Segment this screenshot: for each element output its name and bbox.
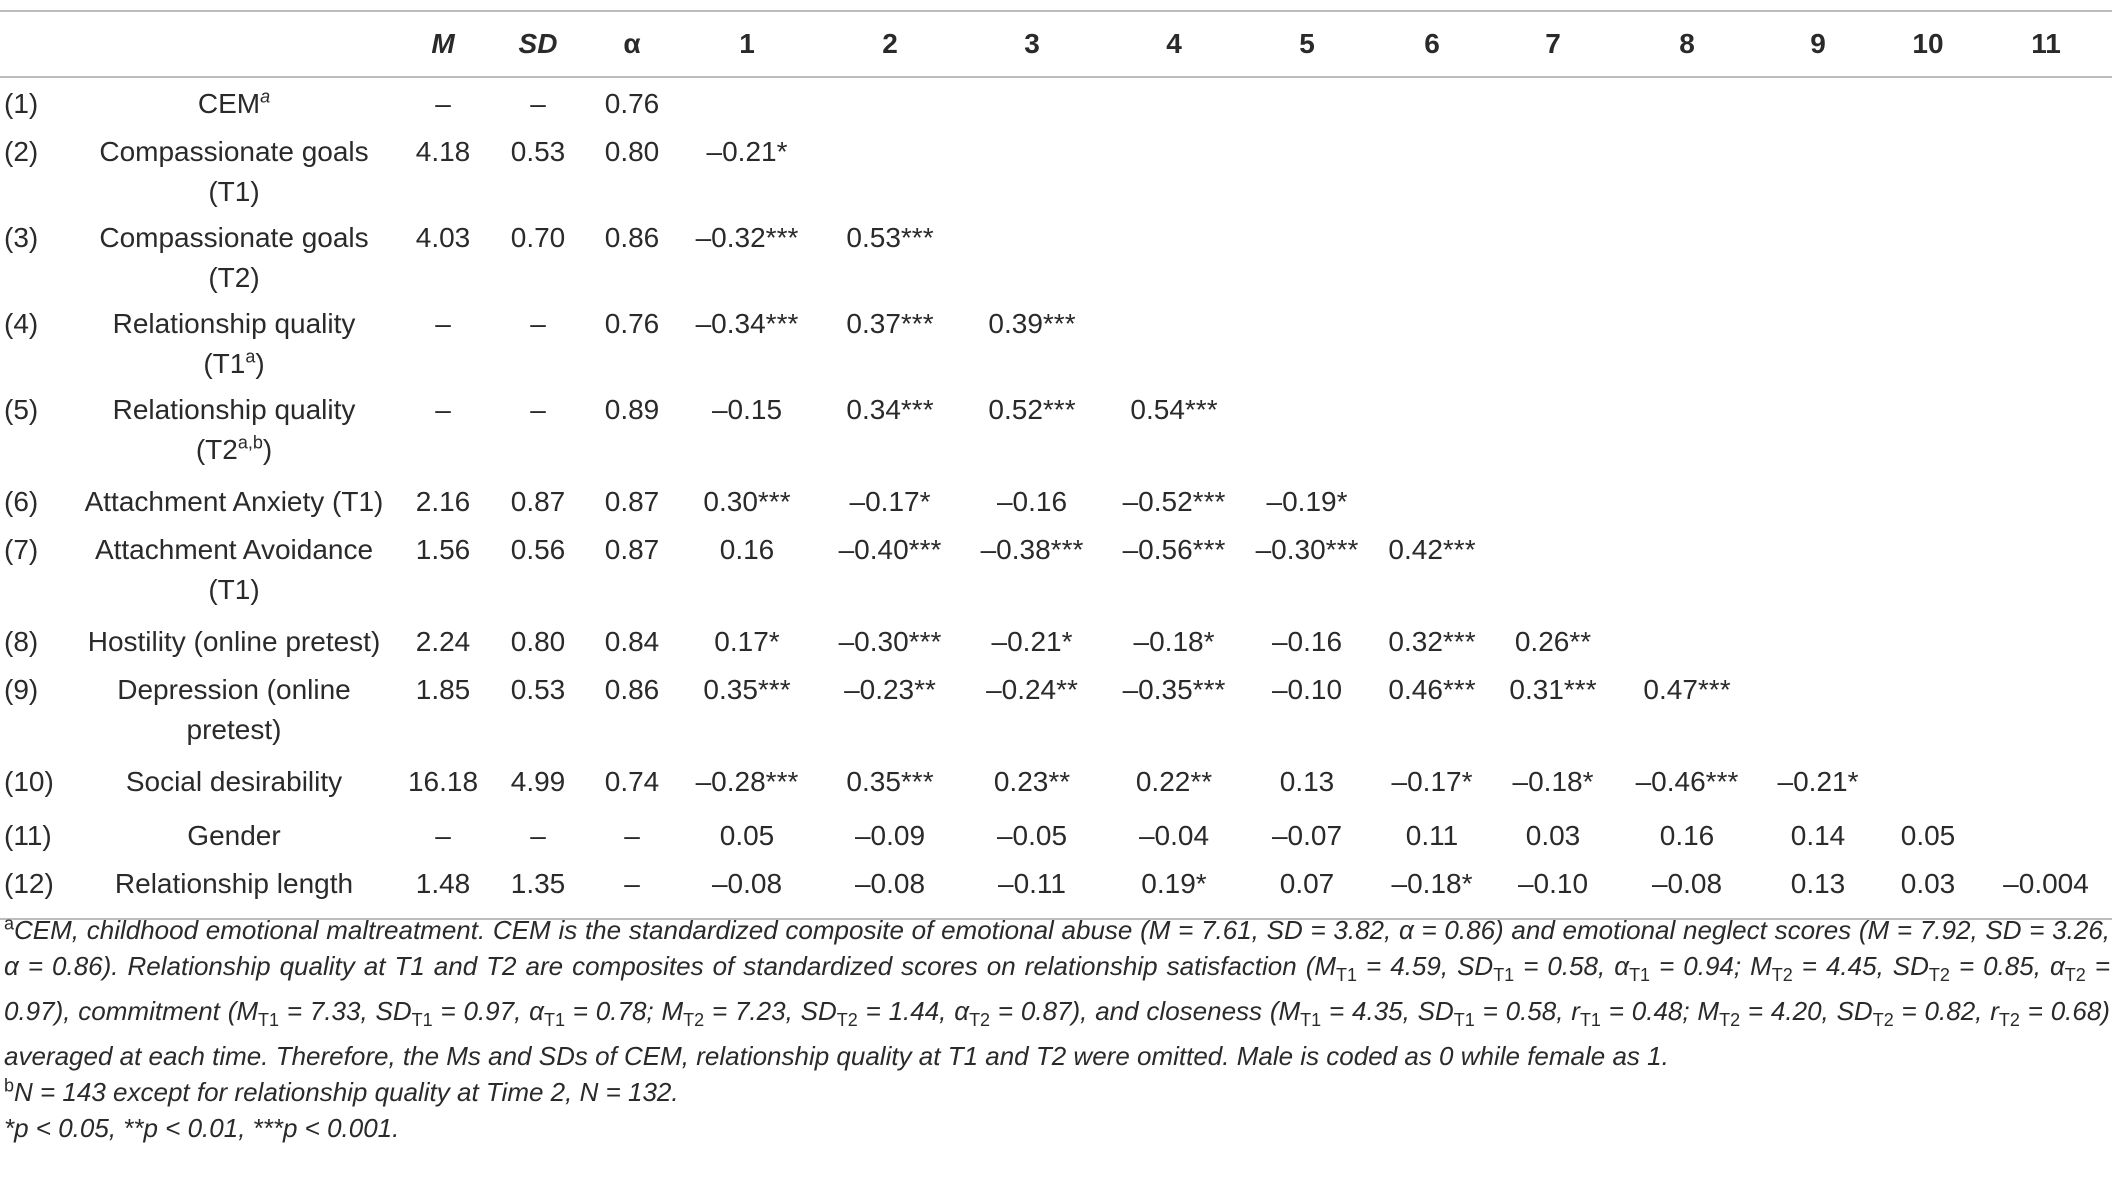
cell-corr: 0.03 xyxy=(1525,820,1581,851)
row-label-line2: (T1) xyxy=(208,574,260,605)
row-number: (5) xyxy=(4,394,39,425)
correlation-table xyxy=(0,10,2112,920)
header-cell xyxy=(0,11,66,77)
cell-corr: 0.23** xyxy=(993,766,1071,797)
note-text: = 0.85, α xyxy=(1949,951,2065,981)
cell-corr: –0.07 xyxy=(1271,820,1343,851)
cell-corr xyxy=(1372,476,1492,530)
table-row xyxy=(0,132,2112,218)
subscript: T1 xyxy=(258,1010,280,1031)
header-alpha: α xyxy=(592,11,672,77)
cell-corr xyxy=(1876,390,1980,476)
cell-corr xyxy=(1492,304,1614,390)
row-label-text: Compassionate goals xyxy=(99,136,369,167)
row-label xyxy=(66,132,402,218)
subscript: T1 xyxy=(1336,965,1358,986)
cell-corr xyxy=(1980,390,2112,476)
row-label-text: Compassionate goals xyxy=(99,222,369,253)
cell-corr: –0.18* xyxy=(1372,864,1492,919)
cell-alpha: 0.74 xyxy=(604,766,660,797)
cell-corr xyxy=(1492,476,1614,530)
note-text: = 0.68) averaged at each time. Therefore, the Ms and SDs of CEM, relationship quality at T1 and T2 were omitted. Male is coded as 0 while female as 1. xyxy=(4,996,2110,1072)
header-col-2: 2 xyxy=(822,11,958,77)
cell-corr: –0.40*** xyxy=(838,534,942,565)
header-col-6: 6 xyxy=(1372,11,1492,77)
cell-corr xyxy=(1614,218,1760,304)
cell-mean: – xyxy=(435,308,451,339)
cell-corr xyxy=(1760,132,1876,218)
cell-corr: –0.08 xyxy=(672,864,822,919)
cell-corr: 0.35*** xyxy=(703,674,791,705)
cell-corr: –0.10 xyxy=(1271,674,1343,705)
cell-corr xyxy=(1980,304,2112,390)
cell-corr xyxy=(1876,756,1980,810)
cell-sd: 0.53 xyxy=(510,136,566,167)
cell-corr xyxy=(1980,132,2112,218)
cell-corr xyxy=(958,132,1106,218)
cell-corr xyxy=(1980,670,2112,756)
header-sd: SD xyxy=(484,11,592,77)
cell-corr xyxy=(1242,218,1372,304)
cell-corr: 0.26** xyxy=(1514,626,1592,657)
subscript: T1 xyxy=(543,1010,565,1031)
cell-corr: 0.19* xyxy=(1106,864,1242,919)
table-body xyxy=(0,77,2112,919)
note-text: = 0.58, r xyxy=(1474,996,1580,1027)
cell-corr: 0.30*** xyxy=(703,486,791,517)
subscript: T2 xyxy=(836,1010,858,1031)
row-label xyxy=(66,390,402,476)
cell-corr: –0.35*** xyxy=(1122,674,1226,705)
cell-alpha: 0.86 xyxy=(604,674,660,705)
note-text: = 7.33, SD xyxy=(279,996,412,1027)
cell-corr: –0.30*** xyxy=(838,626,942,657)
cell-corr: 0.11 xyxy=(1405,820,1459,851)
row-label xyxy=(66,476,402,530)
row-label xyxy=(66,77,402,132)
cell-corr: –0.004 xyxy=(1980,864,2112,919)
cell-corr: –0.19* xyxy=(1266,486,1348,517)
subscript: T2 xyxy=(1928,965,1950,986)
cell-sd: – xyxy=(530,308,546,339)
cell-corr: –0.32*** xyxy=(695,222,799,253)
note-text: = 4.20, SD xyxy=(1740,996,1873,1027)
row-label-text: Relationship quality xyxy=(112,394,356,425)
cell-corr xyxy=(1614,530,1760,616)
row-label2-sup: a xyxy=(245,346,256,367)
cell-corr xyxy=(1876,616,1980,670)
subscript: T2 xyxy=(969,1010,991,1031)
cell-corr: 0.22** xyxy=(1135,766,1213,797)
cell-mean: – xyxy=(435,394,451,425)
cell-corr: –0.15 xyxy=(711,394,783,425)
cell-corr xyxy=(1876,304,1980,390)
cell-sd: 0.87 xyxy=(510,486,566,517)
cell-corr xyxy=(958,77,1106,132)
note-text: = 4.45, SD xyxy=(1792,951,1929,981)
cell-mean: 2.16 xyxy=(415,486,471,517)
subscript: T2 xyxy=(1771,965,1793,986)
row-number: (10) xyxy=(4,766,54,797)
row-label2-end: ) xyxy=(262,434,273,465)
subscript: T1 xyxy=(1300,1010,1322,1031)
note-text: = 1.44, α xyxy=(857,996,970,1027)
cell-mean: – xyxy=(435,820,451,851)
cell-corr: 0.14 xyxy=(1790,820,1846,851)
cell-alpha: 0.76 xyxy=(604,308,660,339)
subscript: T2 xyxy=(1998,1010,2020,1031)
cell-corr xyxy=(1372,132,1492,218)
cell-corr xyxy=(1760,670,1876,756)
cell-corr xyxy=(1760,77,1876,132)
table-row xyxy=(0,810,2112,864)
subscript: T2 xyxy=(2064,965,2086,986)
cell-corr: –0.08 xyxy=(822,864,958,919)
cell-alpha: 0.80 xyxy=(604,136,660,167)
row-label xyxy=(66,670,402,756)
cell-corr xyxy=(1372,77,1492,132)
row-number: (9) xyxy=(4,674,39,705)
cell-mean: 1.48 xyxy=(402,864,484,919)
cell-sd: 0.70 xyxy=(510,222,566,253)
cell-corr: –0.09 xyxy=(854,820,926,851)
cell-corr xyxy=(1242,77,1372,132)
cell-corr: –0.30*** xyxy=(1255,534,1359,565)
subscript: T1 xyxy=(1453,1010,1475,1031)
cell-corr xyxy=(1492,218,1614,304)
cell-corr xyxy=(1980,530,2112,616)
note-text: = 0.58, α xyxy=(1514,951,1630,981)
cell-corr: 0.34*** xyxy=(846,394,934,425)
cell-alpha: 0.84 xyxy=(604,626,660,657)
cell-corr: –0.05 xyxy=(996,820,1068,851)
cell-corr: –0.04 xyxy=(1138,820,1210,851)
cell-corr xyxy=(1980,476,2112,530)
row-label xyxy=(66,530,402,616)
cell-corr: –0.21* xyxy=(706,136,788,167)
header-row xyxy=(0,11,2112,77)
row-number: (1) xyxy=(4,88,39,119)
cell-corr: –0.34*** xyxy=(695,308,799,339)
cell-corr xyxy=(1492,132,1614,218)
row-label-text: Relationship length xyxy=(114,868,354,899)
header-col-3: 3 xyxy=(958,11,1106,77)
row-number: (12) xyxy=(0,864,66,919)
table-row xyxy=(0,77,2112,132)
row-label-text: Depression (online xyxy=(117,674,351,705)
cell-corr: –0.52*** xyxy=(1122,486,1226,517)
cell-corr xyxy=(1106,77,1242,132)
cell-corr: –0.10 xyxy=(1492,864,1614,919)
cell-corr: 0.13 xyxy=(1279,766,1335,797)
cell-corr xyxy=(822,77,958,132)
cell-sd: 1.35 xyxy=(484,864,592,919)
cell-corr xyxy=(1980,77,2112,132)
cell-alpha: – xyxy=(592,864,672,919)
subscript: T1 xyxy=(1579,1010,1601,1031)
cell-corr xyxy=(1614,304,1760,390)
cell-corr xyxy=(1492,530,1614,616)
table-notes xyxy=(4,912,2110,1146)
note-text: = 4.35, SD xyxy=(1321,996,1454,1027)
cell-corr xyxy=(1614,390,1760,476)
row-label-line2: pretest) xyxy=(186,714,282,745)
header-col-4: 4 xyxy=(1106,11,1242,77)
cell-corr: –0.28*** xyxy=(695,766,799,797)
cell-corr: 0.17* xyxy=(714,626,780,657)
cell-corr: 0.31*** xyxy=(1509,674,1597,705)
table-row xyxy=(0,864,2112,919)
header-col-11: 11 xyxy=(1980,11,2112,77)
cell-alpha: 0.89 xyxy=(604,394,660,425)
cell-corr xyxy=(1876,218,1980,304)
note-significance xyxy=(4,1110,2110,1146)
cell-corr: –0.18* xyxy=(1512,766,1594,797)
cell-corr: –0.18* xyxy=(1133,626,1215,657)
cell-corr xyxy=(1980,616,2112,670)
cell-corr: 0.16 xyxy=(1659,820,1715,851)
row-label-line2: (T1) xyxy=(208,176,260,207)
note-text: = 0.87), and closeness (M xyxy=(990,996,1301,1027)
subscript: T2 xyxy=(683,1010,705,1031)
row-label xyxy=(66,810,402,864)
note-a-text: CEM, childhood emotional maltreatment. CEM is the standardized composite of emotional abuse (M = 7.61, SD = 3.82, α = 0.86) and emotional neglect scores (M = 7.92, SD = 3.26, α = 0.86). Relationship quality at T1 and T2 are composites of standardized scores on relationship satisfaction (M xyxy=(4,915,2110,981)
cell-sd: – xyxy=(530,394,546,425)
subscript: T1 xyxy=(1493,965,1515,986)
table-row xyxy=(0,390,2112,476)
row-label xyxy=(66,616,402,670)
note-b xyxy=(4,1074,2110,1110)
row-label-sup: a xyxy=(260,86,271,107)
table-row xyxy=(0,218,2112,304)
cell-corr: –0.23** xyxy=(844,674,936,705)
subscript: T1 xyxy=(1629,965,1651,986)
cell-corr xyxy=(1980,756,2112,810)
cell-alpha: 0.87 xyxy=(604,534,660,565)
cell-corr: –0.17* xyxy=(849,486,931,517)
cell-sd: – xyxy=(530,88,546,119)
cell-corr: 0.07 xyxy=(1242,864,1372,919)
cell-corr: 0.53*** xyxy=(846,222,934,253)
row-label-text: Attachment Anxiety (T1) xyxy=(84,486,384,517)
header-col-10: 10 xyxy=(1876,11,1980,77)
cell-corr xyxy=(1760,616,1876,670)
note-text: = 0.48; M xyxy=(1600,996,1720,1027)
note-b-text: N = 143 except for relationship quality at Time 2, N = 132. xyxy=(14,1077,679,1108)
row-label-text: Relationship quality xyxy=(112,308,356,339)
cell-corr: –0.38*** xyxy=(980,534,1084,565)
cell-alpha: 0.86 xyxy=(604,222,660,253)
cell-corr xyxy=(1614,132,1760,218)
cell-corr: 0.54*** xyxy=(1130,394,1218,425)
cell-mean: 2.24 xyxy=(415,626,471,657)
cell-corr xyxy=(1614,616,1760,670)
cell-corr: –0.11 xyxy=(958,864,1106,919)
row-label-text: CEM xyxy=(197,88,261,119)
cell-corr: –0.21* xyxy=(991,626,1073,657)
cell-corr xyxy=(1372,390,1492,476)
cell-corr xyxy=(1492,77,1614,132)
cell-corr xyxy=(958,218,1106,304)
cell-corr xyxy=(1876,132,1980,218)
cell-mean: – xyxy=(435,88,451,119)
cell-mean: 1.85 xyxy=(415,674,471,705)
cell-sd: 0.53 xyxy=(510,674,566,705)
row-label-text: Hostility (online pretest) xyxy=(87,626,381,657)
cell-corr xyxy=(1876,670,1980,756)
header-col-7: 7 xyxy=(1492,11,1614,77)
row-number: (6) xyxy=(4,486,39,517)
subscript: T2 xyxy=(1872,1010,1894,1031)
subscript: T1 xyxy=(411,1010,433,1031)
cell-corr: 0.52*** xyxy=(988,394,1076,425)
table-row xyxy=(0,476,2112,530)
cell-corr xyxy=(1372,304,1492,390)
cell-corr xyxy=(1876,77,1980,132)
cell-corr: –0.21* xyxy=(1777,766,1859,797)
cell-corr: 0.03 xyxy=(1876,864,1980,919)
row-label-line2: (T2 xyxy=(195,434,238,465)
cell-corr: 0.13 xyxy=(1760,864,1876,919)
header-col-1: 1 xyxy=(672,11,822,77)
cell-corr: –0.17* xyxy=(1391,766,1473,797)
row-label2-sup: a,b xyxy=(237,432,263,453)
note-a xyxy=(4,912,2110,1074)
cell-corr xyxy=(1106,132,1242,218)
cell-corr: 0.35*** xyxy=(846,766,934,797)
table-row xyxy=(0,530,2112,616)
note-a-mark: a xyxy=(4,913,15,934)
row-label-line2: (T2) xyxy=(208,262,260,293)
cell-corr: 0.39*** xyxy=(988,308,1076,339)
row-number: (3) xyxy=(4,222,39,253)
cell-corr xyxy=(1106,304,1242,390)
cell-corr xyxy=(1760,530,1876,616)
cell-corr: –0.16 xyxy=(996,486,1068,517)
cell-corr xyxy=(1876,476,1980,530)
note-text: = 4.59, SD xyxy=(1357,951,1494,981)
cell-mean: 4.18 xyxy=(415,136,471,167)
header-col-5: 5 xyxy=(1242,11,1372,77)
cell-sd: – xyxy=(530,820,546,851)
row-label-text: Social desirability xyxy=(125,766,343,797)
row-label-text: Attachment Avoidance xyxy=(94,534,374,565)
note-text: = 0.82, r xyxy=(1893,996,1999,1027)
cell-mean: 16.18 xyxy=(407,766,479,797)
cell-corr: –0.46*** xyxy=(1635,766,1739,797)
subscript: T2 xyxy=(1719,1010,1741,1031)
table-row xyxy=(0,670,2112,756)
cell-corr xyxy=(822,132,958,218)
row-label2-end: ) xyxy=(255,348,265,379)
note-text: = 0.78; M xyxy=(564,996,684,1027)
cell-corr xyxy=(1760,304,1876,390)
cell-corr xyxy=(672,77,822,132)
table-row xyxy=(0,756,2112,810)
cell-corr: 0.05 xyxy=(1900,820,1956,851)
cell-corr xyxy=(1372,218,1492,304)
cell-corr xyxy=(1242,390,1372,476)
cell-corr: –0.24** xyxy=(986,674,1078,705)
cell-sd: 0.56 xyxy=(510,534,566,565)
cell-corr xyxy=(1106,218,1242,304)
cell-mean: 1.56 xyxy=(415,534,471,565)
row-label-line2: (T1 xyxy=(203,348,246,379)
cell-corr: 0.42*** xyxy=(1388,534,1476,565)
cell-sd: 0.80 xyxy=(510,626,566,657)
cell-corr: 0.47*** xyxy=(1643,674,1731,705)
header-col-9: 9 xyxy=(1760,11,1876,77)
cell-corr xyxy=(1760,218,1876,304)
cell-corr xyxy=(1242,304,1372,390)
note-text: = 0.94; M xyxy=(1650,951,1772,981)
cell-corr xyxy=(1876,530,1980,616)
cell-corr: 0.16 xyxy=(719,534,775,565)
cell-corr xyxy=(1614,77,1760,132)
cell-corr xyxy=(1760,476,1876,530)
cell-corr: 0.32*** xyxy=(1388,626,1476,657)
row-number: (4) xyxy=(4,308,39,339)
row-label xyxy=(66,218,402,304)
row-number: (2) xyxy=(4,136,39,167)
cell-corr xyxy=(1242,132,1372,218)
cell-corr: –0.08 xyxy=(1614,864,1760,919)
cell-corr: –0.56*** xyxy=(1122,534,1226,565)
cell-corr xyxy=(1614,476,1760,530)
row-label xyxy=(66,756,402,810)
cell-corr xyxy=(1492,390,1614,476)
cell-corr xyxy=(1980,810,2112,864)
table-row xyxy=(0,304,2112,390)
cell-corr: 0.46*** xyxy=(1388,674,1476,705)
row-number: (11) xyxy=(4,820,52,851)
row-number: (8) xyxy=(4,626,39,657)
header-col-8: 8 xyxy=(1614,11,1760,77)
table-row xyxy=(0,616,2112,670)
row-number: (7) xyxy=(4,534,39,565)
cell-corr xyxy=(1980,218,2112,304)
note-text: = 7.23, SD xyxy=(704,996,837,1027)
cell-corr: 0.37*** xyxy=(846,308,934,339)
cell-corr: 0.05 xyxy=(719,820,775,851)
cell-alpha: – xyxy=(624,820,640,851)
note-text: = 0.97, α xyxy=(432,996,544,1027)
header-cell xyxy=(66,11,402,77)
cell-mean: 4.03 xyxy=(415,222,471,253)
row-label xyxy=(66,304,402,390)
cell-alpha: 0.87 xyxy=(604,486,660,517)
cell-corr: –0.16 xyxy=(1271,626,1343,657)
header-mean: M xyxy=(402,11,484,77)
cell-sd: 4.99 xyxy=(510,766,566,797)
cell-corr xyxy=(1760,390,1876,476)
cell-alpha: 0.76 xyxy=(604,88,660,119)
note-sig-text: *p < 0.05, **p < 0.01, ***p < 0.001. xyxy=(4,1113,400,1144)
row-label-text: Gender xyxy=(187,820,281,851)
note-text: = 0.97), commitment (M xyxy=(4,951,2110,1027)
row-label xyxy=(66,864,402,919)
note-b-mark: b xyxy=(4,1075,15,1096)
